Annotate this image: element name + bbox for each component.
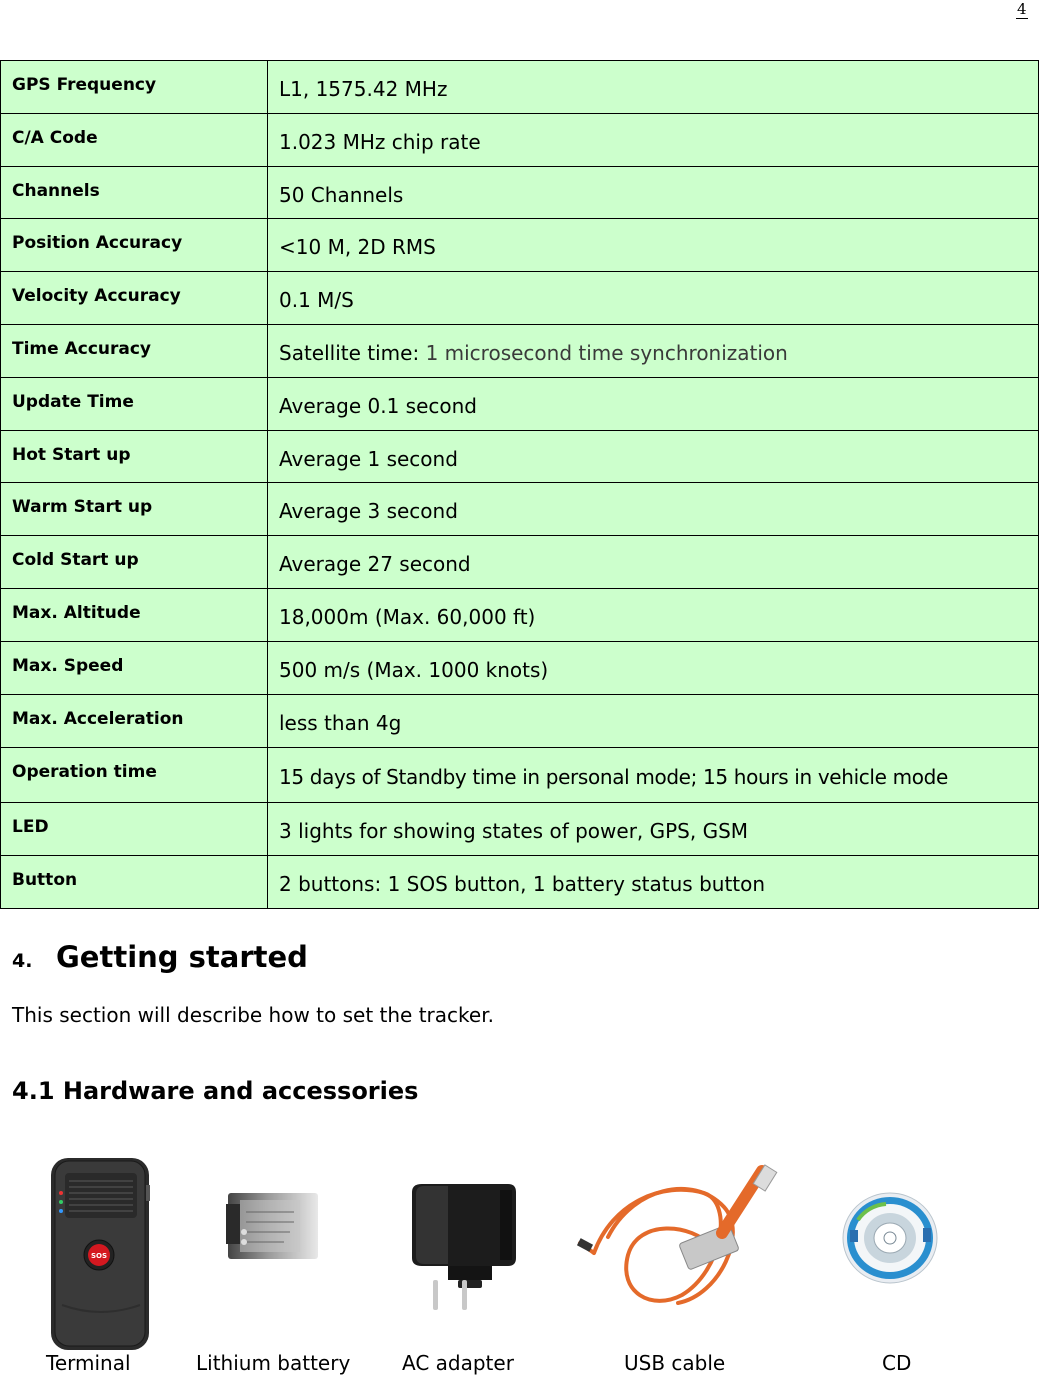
spec-value: less than 4g [268, 695, 1039, 748]
spec-value: Average 0.1 second [268, 378, 1039, 431]
table-row [1, 219, 1039, 272]
spec-label: Channels [1, 167, 268, 219]
table-row [1, 325, 1039, 378]
spec-label: Button [1, 856, 268, 909]
spec-label: Max. Speed [1, 642, 268, 695]
spec-value: 500 m/s (Max. 1000 knots) [268, 642, 1039, 695]
table-row [1, 114, 1039, 167]
table-row [1, 431, 1039, 483]
table-row [1, 803, 1039, 856]
section-intro: This section will describe how to set the tracker. [12, 1003, 494, 1027]
accessory-label-usb-cable: USB cable [624, 1351, 726, 1375]
section-number: 4. [12, 950, 33, 972]
page-number: 4 [1017, 0, 1027, 18]
table-row [1, 589, 1039, 642]
spec-value: L1, 1575.42 MHz [268, 61, 1039, 114]
spec-value: 50 Channels [268, 167, 1039, 219]
table-row [1, 642, 1039, 695]
spec-value: Average 3 second [268, 483, 1039, 536]
spec-value: 0.1 M/S [268, 272, 1039, 325]
table-row [1, 695, 1039, 748]
spec-label: LED [1, 803, 268, 856]
spec-label: Max. Altitude [1, 589, 268, 642]
ac-adapter-icon [408, 1180, 520, 1312]
spec-label: Update Time [1, 378, 268, 431]
spec-value: 2 buttons: 1 SOS button, 1 battery status button [268, 856, 1039, 909]
lithium-battery-icon [224, 1190, 320, 1262]
table-row [1, 536, 1039, 589]
spec-label: Cold Start up [1, 536, 268, 589]
accessory-label-battery: Lithium battery [196, 1351, 351, 1375]
usb-cable-icon [572, 1163, 782, 1311]
sos-button-label: SOS [90, 1252, 108, 1260]
spec-label: GPS Frequency [1, 61, 268, 114]
spec-value: Average 1 second [268, 431, 1039, 483]
spec-value: 3 lights for showing states of power, GPS, GSM [268, 803, 1039, 856]
spec-value: 18,000m (Max. 60,000 ft) [268, 589, 1039, 642]
accessory-label-cd: CD [882, 1351, 912, 1375]
table-row [1, 483, 1039, 536]
spec-value: Average 27 second [268, 536, 1039, 589]
gps-spec-table [0, 60, 1039, 909]
accessory-label-adapter: AC adapter [402, 1351, 514, 1375]
terminal-device-icon [48, 1155, 154, 1353]
spec-label: Velocity Accuracy [1, 272, 268, 325]
table-row [1, 378, 1039, 431]
subsection-heading: 4.1 Hardware and accessories [12, 1077, 419, 1105]
cd-disc-icon [840, 1190, 942, 1286]
table-row [1, 167, 1039, 219]
spec-value: 15 days of Standby time in personal mode; 15 hours in vehicle mode [268, 748, 1039, 803]
table-row [1, 748, 1039, 803]
section-heading [12, 940, 308, 974]
spec-value-prefix: Satellite time: [279, 341, 426, 365]
spec-label: C/A Code [1, 114, 268, 167]
spec-value: 1.023 MHz chip rate [268, 114, 1039, 167]
spec-label: Position Accuracy [1, 219, 268, 272]
table-row [1, 61, 1039, 114]
table-row [1, 856, 1039, 909]
spec-label: Max. Acceleration [1, 695, 268, 748]
spec-label: Warm Start up [1, 483, 268, 536]
spec-label: Operation time [1, 748, 268, 803]
accessory-label-terminal: Terminal [46, 1351, 131, 1375]
table-row [1, 272, 1039, 325]
spec-label: Hot Start up [1, 431, 268, 483]
spec-value [268, 325, 1039, 378]
spec-value-detail: 1 microsecond time synchronization [425, 341, 788, 365]
spec-value: <10 M, 2D RMS [268, 219, 1039, 272]
section-title: Getting started [56, 940, 308, 974]
spec-label: Time Accuracy [1, 325, 268, 378]
